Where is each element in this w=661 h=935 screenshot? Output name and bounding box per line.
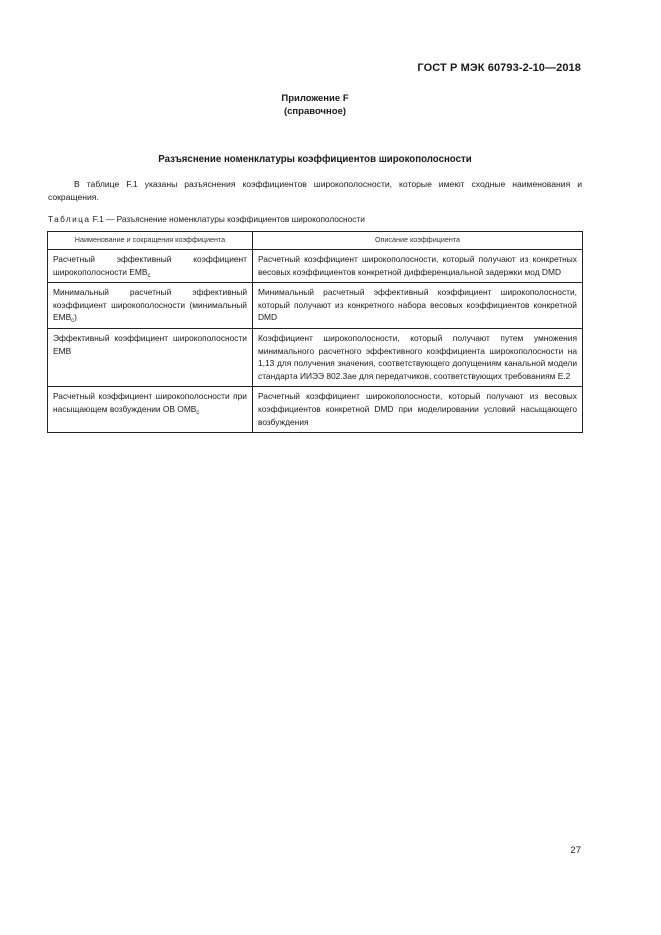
table-row [48,250,583,283]
table-caption-label: Таблица [48,214,91,224]
header-description-column: Описание коэффициента [253,232,583,250]
table-row [48,328,583,386]
table-row [48,387,583,433]
coefficient-name: Эффективный коэффициент широкополосности EMB [48,328,253,386]
appendix-subtitle: (справочное) [283,106,347,117]
coefficient-name: Расчетный коэффициент широкополосности при насыщающем возбуждении OB $OMB_c$ [48,387,253,433]
table-caption-text: F.1 — Разъяснение номенклатуры коэффициентов широкополосности [90,214,365,224]
coefficient-description: Расчетный коэффициент широкополосности, который получают из весовых коэффициентов конкретной DMD при моделировании условий насыщающего возбуждения [253,387,583,433]
header-name-column: Наименование и сокращения коэффициента [48,232,253,250]
table-row [48,283,583,329]
coefficient-description: Коэффициент широкополосности, который получают путем умножения минимального расчетного эффективного коэффициента широкополосности на 1,13 для получения значения, соответствующего допущениям канальной модели стандарта ИИЭЭ 802.3ae для передатчиков, соответствующих требованиям E.2 [253,328,583,386]
coefficient-description: Расчетный коэффициент широкополосности, который получают из конкретных весовых коэффициентов конкретной дифференциальной задержки мод DMD [253,250,583,283]
coefficient-name: Расчетный эффективный коэффициент широкополосности $EMB_c$ [48,250,253,283]
appendix-title: Приложение F [281,93,349,104]
coefficient-description: Минимальный расчетный эффективный коэффициент широкополосности, который получают из конкретного набора весовых коэффициентов конкретной DMD [253,283,583,329]
table-caption [48,214,365,224]
table-header-row [48,232,583,250]
coefficients-table [47,231,583,433]
intro-paragraph: В таблице F.1 указаны разъяснения коэффициентов широкополосности, которые имеют сходные наименования и сокращения. [48,179,582,202]
coefficient-name: Минимальный расчетный эффективный коэффициент широкополосности (минимальный $EMB_c$) [48,283,253,329]
section-title: Разъяснение номенклатуры коэффициентов широкополосности [158,154,472,165]
page-number: 27 [570,845,581,856]
document-code: ГОСТ Р МЭК 60793-2-10—2018 [417,62,581,74]
appendix-heading [0,92,630,118]
